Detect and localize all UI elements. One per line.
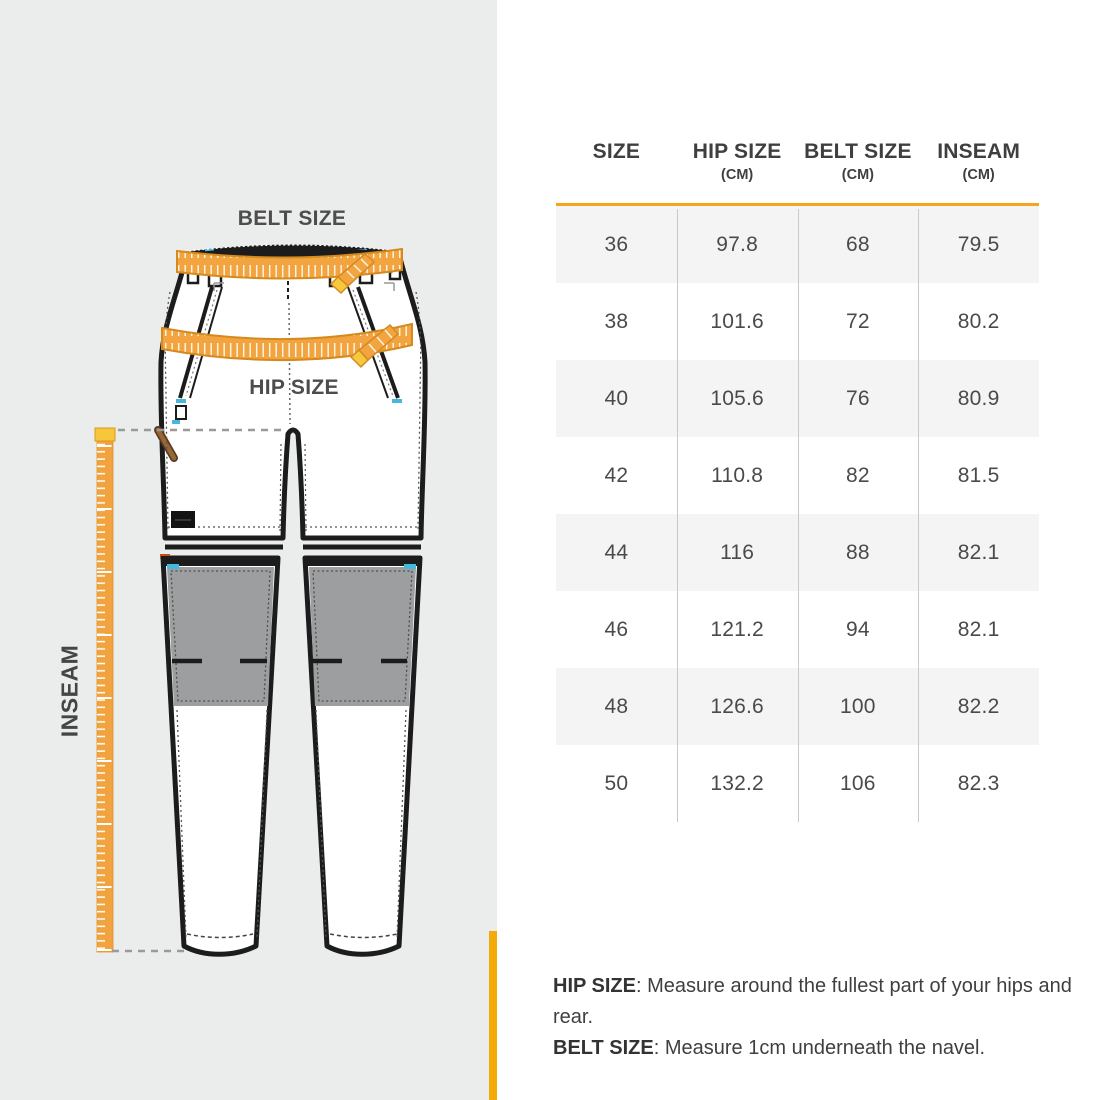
table-cell: 50 (604, 771, 629, 795)
table-cell: 100 (840, 694, 876, 718)
inseam-label: INSEAM (56, 644, 83, 738)
note-hip-size: HIP SIZE: Measure around the fullest part of your hips and rear. (553, 975, 1072, 1028)
cyan-accent (404, 564, 416, 569)
table-cell: 97.8 (716, 232, 758, 256)
column-separator (798, 209, 799, 822)
table-cell: 110.8 (711, 463, 764, 487)
ruler-top-cap (95, 428, 115, 441)
table-header (556, 140, 1039, 203)
table-cell: 94 (845, 617, 870, 641)
table-cell: 72 (845, 309, 870, 333)
table-cell: 121.2 (710, 617, 764, 641)
header-inseam: INSEAM (CM) (937, 140, 1021, 183)
header-size: SIZE (592, 140, 641, 163)
belt-size-label: BELT SIZE (237, 207, 347, 230)
lower-leg-left (160, 554, 280, 954)
table-cell: 80.2 (957, 309, 1000, 333)
table-cell: 81.5 (957, 463, 1000, 487)
accent-bar (489, 931, 497, 1100)
column-separator (918, 209, 919, 822)
table-cell: 80.9 (957, 386, 1000, 410)
table-cell: 132.2 (710, 771, 764, 795)
table-cell: 101.6 (710, 309, 764, 333)
size-table (556, 140, 1039, 822)
table-cell: 68 (845, 232, 870, 256)
table-cell: 88 (845, 540, 870, 564)
inseam-ruler (95, 428, 115, 952)
table-cell: 40 (604, 386, 629, 410)
column-separator (677, 209, 678, 822)
table-cell: 42 (604, 463, 629, 487)
table-cell: 38 (604, 309, 629, 333)
table-cell: 36 (604, 232, 629, 256)
table-cell: 46 (604, 617, 629, 641)
header-hip-size: HIP SIZE (CM) (692, 140, 782, 183)
knee-panel (167, 567, 274, 706)
table-body (556, 206, 1039, 822)
table-cell: 76 (845, 386, 870, 410)
lower-leg-right (303, 558, 422, 954)
header-belt-size: BELT SIZE (CM) (804, 140, 912, 183)
brand-label (171, 511, 195, 528)
table-cell: 82.2 (957, 694, 1000, 718)
table-cell: 79.5 (957, 232, 1000, 256)
pants-diagram (0, 0, 500, 1100)
table-cell: 116 (720, 540, 755, 564)
measurement-notes (553, 971, 1083, 1064)
table-cell: 82 (845, 463, 870, 487)
table-cell: 82.3 (957, 771, 1000, 795)
table-cell: 82.1 (957, 540, 1000, 564)
table-cell: 82.1 (957, 617, 1000, 641)
note-belt-size: BELT SIZE: Measure 1cm underneath the navel. (553, 1037, 986, 1059)
cyan-accent (167, 564, 179, 569)
table-cell: 44 (604, 540, 629, 564)
table-cell: 106 (840, 771, 876, 795)
table-cell: 105.6 (710, 386, 764, 410)
table-cell: 126.6 (710, 694, 764, 718)
table-cell: 48 (604, 694, 629, 718)
knee-panel (309, 567, 416, 706)
hip-size-label: HIP SIZE (249, 376, 339, 399)
